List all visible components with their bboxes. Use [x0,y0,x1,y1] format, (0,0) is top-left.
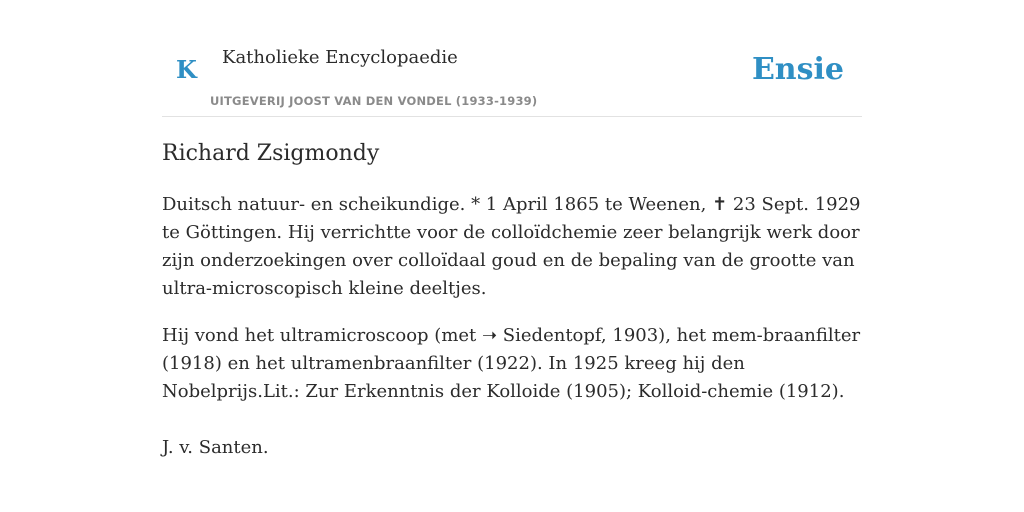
publisher-subtitle: UITGEVERIJ JOOST VAN DEN VONDEL (1933-1939) [210,94,538,108]
encyclopedia-logo[interactable]: K [176,55,197,84]
site-title[interactable]: Katholieke Encyclopaedie [222,47,458,68]
article [162,138,862,462]
article-author: J. v. Santen. [162,437,269,458]
site-header [162,0,862,117]
ensie-brand-logo[interactable]: Ensie [751,52,844,87]
article-paragraph-2: Hij vond het ultramicroscoop (met ➝ Siedentopf, 1903), het mem-braanfilter (1918) en het ultramenbraanfilter (1922). In 1925 kreeg hij den Nobelprijs.Lit.: Zur Erkenntnis der Kolloide (1905); Kolloid-chemie (1912). [162,325,861,402]
article-title: Richard Zsigmondy [162,141,380,166]
article-paragraph-1: Duitsch natuur- en scheikundige. * 1 April 1865 te Weenen, ✝ 23 Sept. 1929 te Göttingen. Hij verrichtte voor de colloïdchemie zeer belangrijk werk door zijn onderzoekingen over colloïdaal goud en de bepaling van de grootte van ultra-microscopisch kleine deeltjes. [162,194,861,299]
